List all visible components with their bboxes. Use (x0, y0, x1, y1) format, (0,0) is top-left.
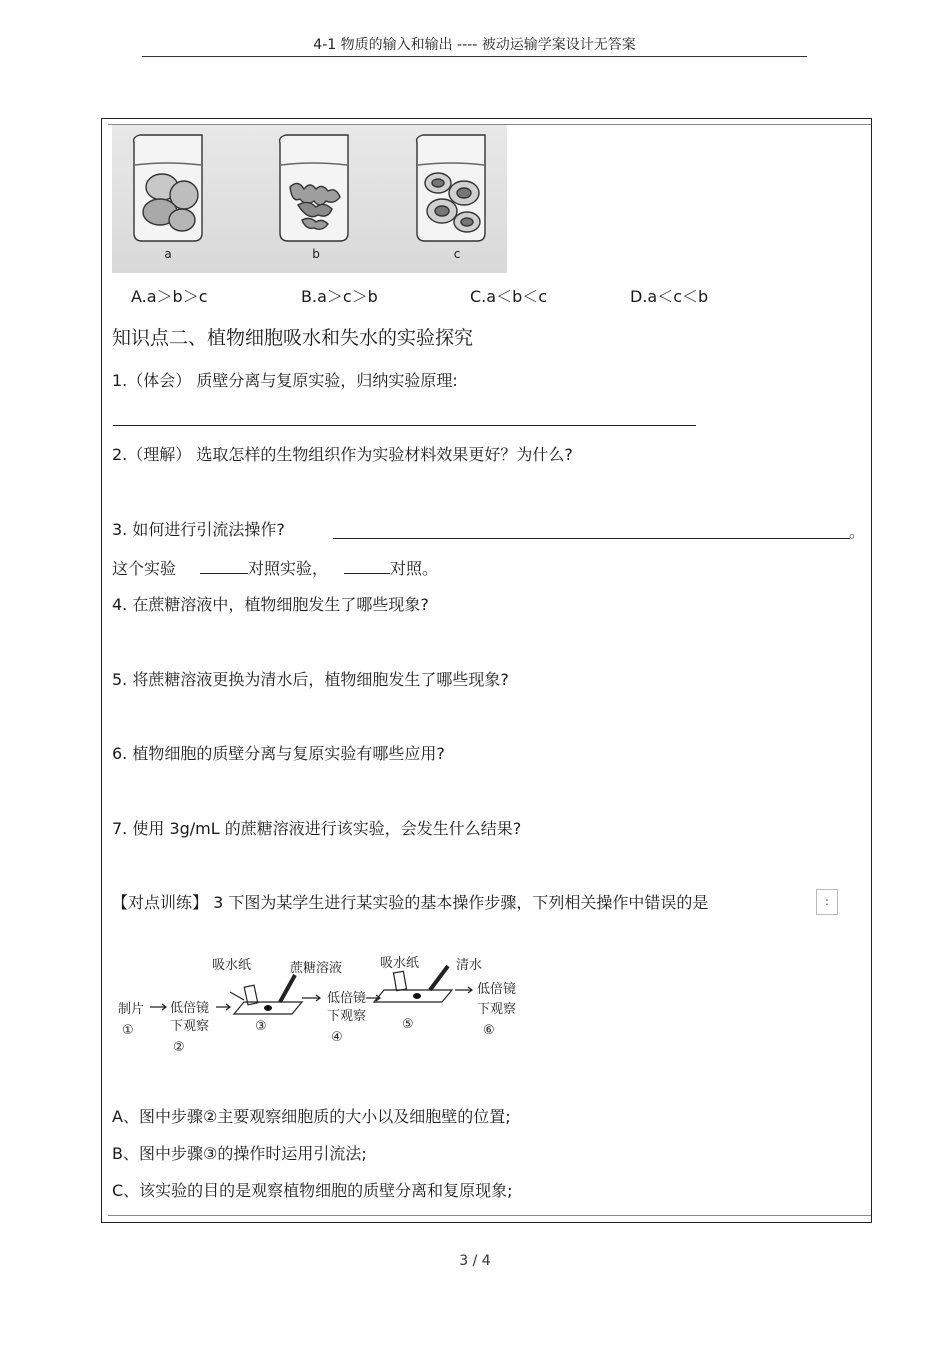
cell-sample-3 (264, 1005, 272, 1011)
beaker-b (280, 135, 348, 241)
diagram-paper2: 吸水纸 (380, 956, 420, 971)
diagram-step4-a: 低倍镜 (327, 991, 367, 1006)
diagram-n3: ③ (255, 1019, 267, 1034)
option-b: B、图中步骤③的操作时运用引流法; (112, 1144, 367, 1163)
diagram-n1: ① (122, 1023, 134, 1038)
diagram-water: 清水 (456, 958, 483, 973)
choice-c: C.a＜b＜c (470, 287, 548, 306)
question-3-end: 。 (849, 522, 866, 541)
beakers-figure (112, 125, 507, 273)
beaker-c (417, 135, 485, 241)
choice-a: A.a＞b＞c (131, 287, 208, 306)
diagram-n5: ⑤ (402, 1017, 414, 1032)
beaker-label-c: c (453, 247, 461, 261)
question-2: 2.（理解） 选取怎样的生物组织作为实验材料效果更好？为什么? (112, 445, 573, 464)
beaker-a (134, 135, 202, 241)
answer-line-3 (333, 538, 850, 539)
diagram-step6-a: 低倍镜 (477, 982, 517, 997)
beaker-label-a: a (164, 247, 172, 261)
choice-b: B.a＞c＞b (301, 287, 378, 306)
question-3b (112, 557, 438, 579)
option-c: C、该实验的目的是观察植物细胞的质壁分离和复原现象; (112, 1181, 513, 1200)
diagram-step4-b: 下观察 (327, 1009, 367, 1024)
experiment-diagram (112, 950, 532, 1055)
cell-sample-5 (413, 993, 421, 999)
page-header: 4-1 物质的输入和输出 ---- 被动运输学案设计无答案 (142, 36, 807, 57)
choice-d: D.a＜c＜b (630, 287, 709, 306)
diagram-step6-b: 下观察 (477, 1002, 517, 1017)
diagram-sucrose: 蔗糖溶液 (290, 961, 343, 976)
question-4: 4. 在蔗糖溶液中，植物细胞发生了哪些现象? (112, 595, 429, 614)
option-a: A、图中步骤②主要观察细胞质的大小以及细胞壁的位置; (112, 1107, 511, 1126)
answer-line-1 (113, 425, 696, 426)
section-title: 知识点二、植物细胞吸水和失水的实验探究 (112, 327, 474, 349)
question-3b-end: 对照。 (390, 559, 439, 578)
diagram-paper1: 吸水纸 (212, 958, 252, 973)
question-5: 5. 将蔗糖溶液更换为清水后，植物细胞发生了哪些现象? (112, 670, 509, 689)
diagram-step1: 制片 (118, 1002, 145, 1017)
beaker-label-b: b (312, 247, 320, 261)
page-number: 3 / 4 (459, 1253, 491, 1269)
question-7: 7. 使用 3g/mL 的蔗糖溶液进行该实验，会发生什么结果? (112, 819, 522, 838)
training-box (816, 889, 838, 915)
question-6: 6. 植物细胞的质壁分离与复原实验有哪些应用? (112, 744, 445, 763)
diagram-step2-a: 低倍镜 (170, 1001, 210, 1016)
blank-2 (344, 557, 390, 574)
blank-1 (200, 557, 248, 574)
question-1: 1.（体会） 质壁分离与复原实验，归纳实验原理: (112, 371, 458, 390)
training-box-mark: : (825, 895, 829, 908)
question-3: 3. 如何进行引流法操作? (112, 520, 285, 539)
diagram-n6: ⑥ (483, 1023, 495, 1038)
diagram-n4: ④ (331, 1030, 343, 1045)
question-3b-pre: 这个实验 (112, 559, 177, 578)
training-text: 【对点训练】 3 下图为某学生进行某实验的基本操作步骤，下列相关操作中错误的是 (112, 893, 709, 912)
question-3b-mid: 对照实验， (248, 559, 329, 578)
diagram-step2-b: 下观察 (170, 1019, 210, 1034)
diagram-n2: ② (173, 1040, 185, 1055)
